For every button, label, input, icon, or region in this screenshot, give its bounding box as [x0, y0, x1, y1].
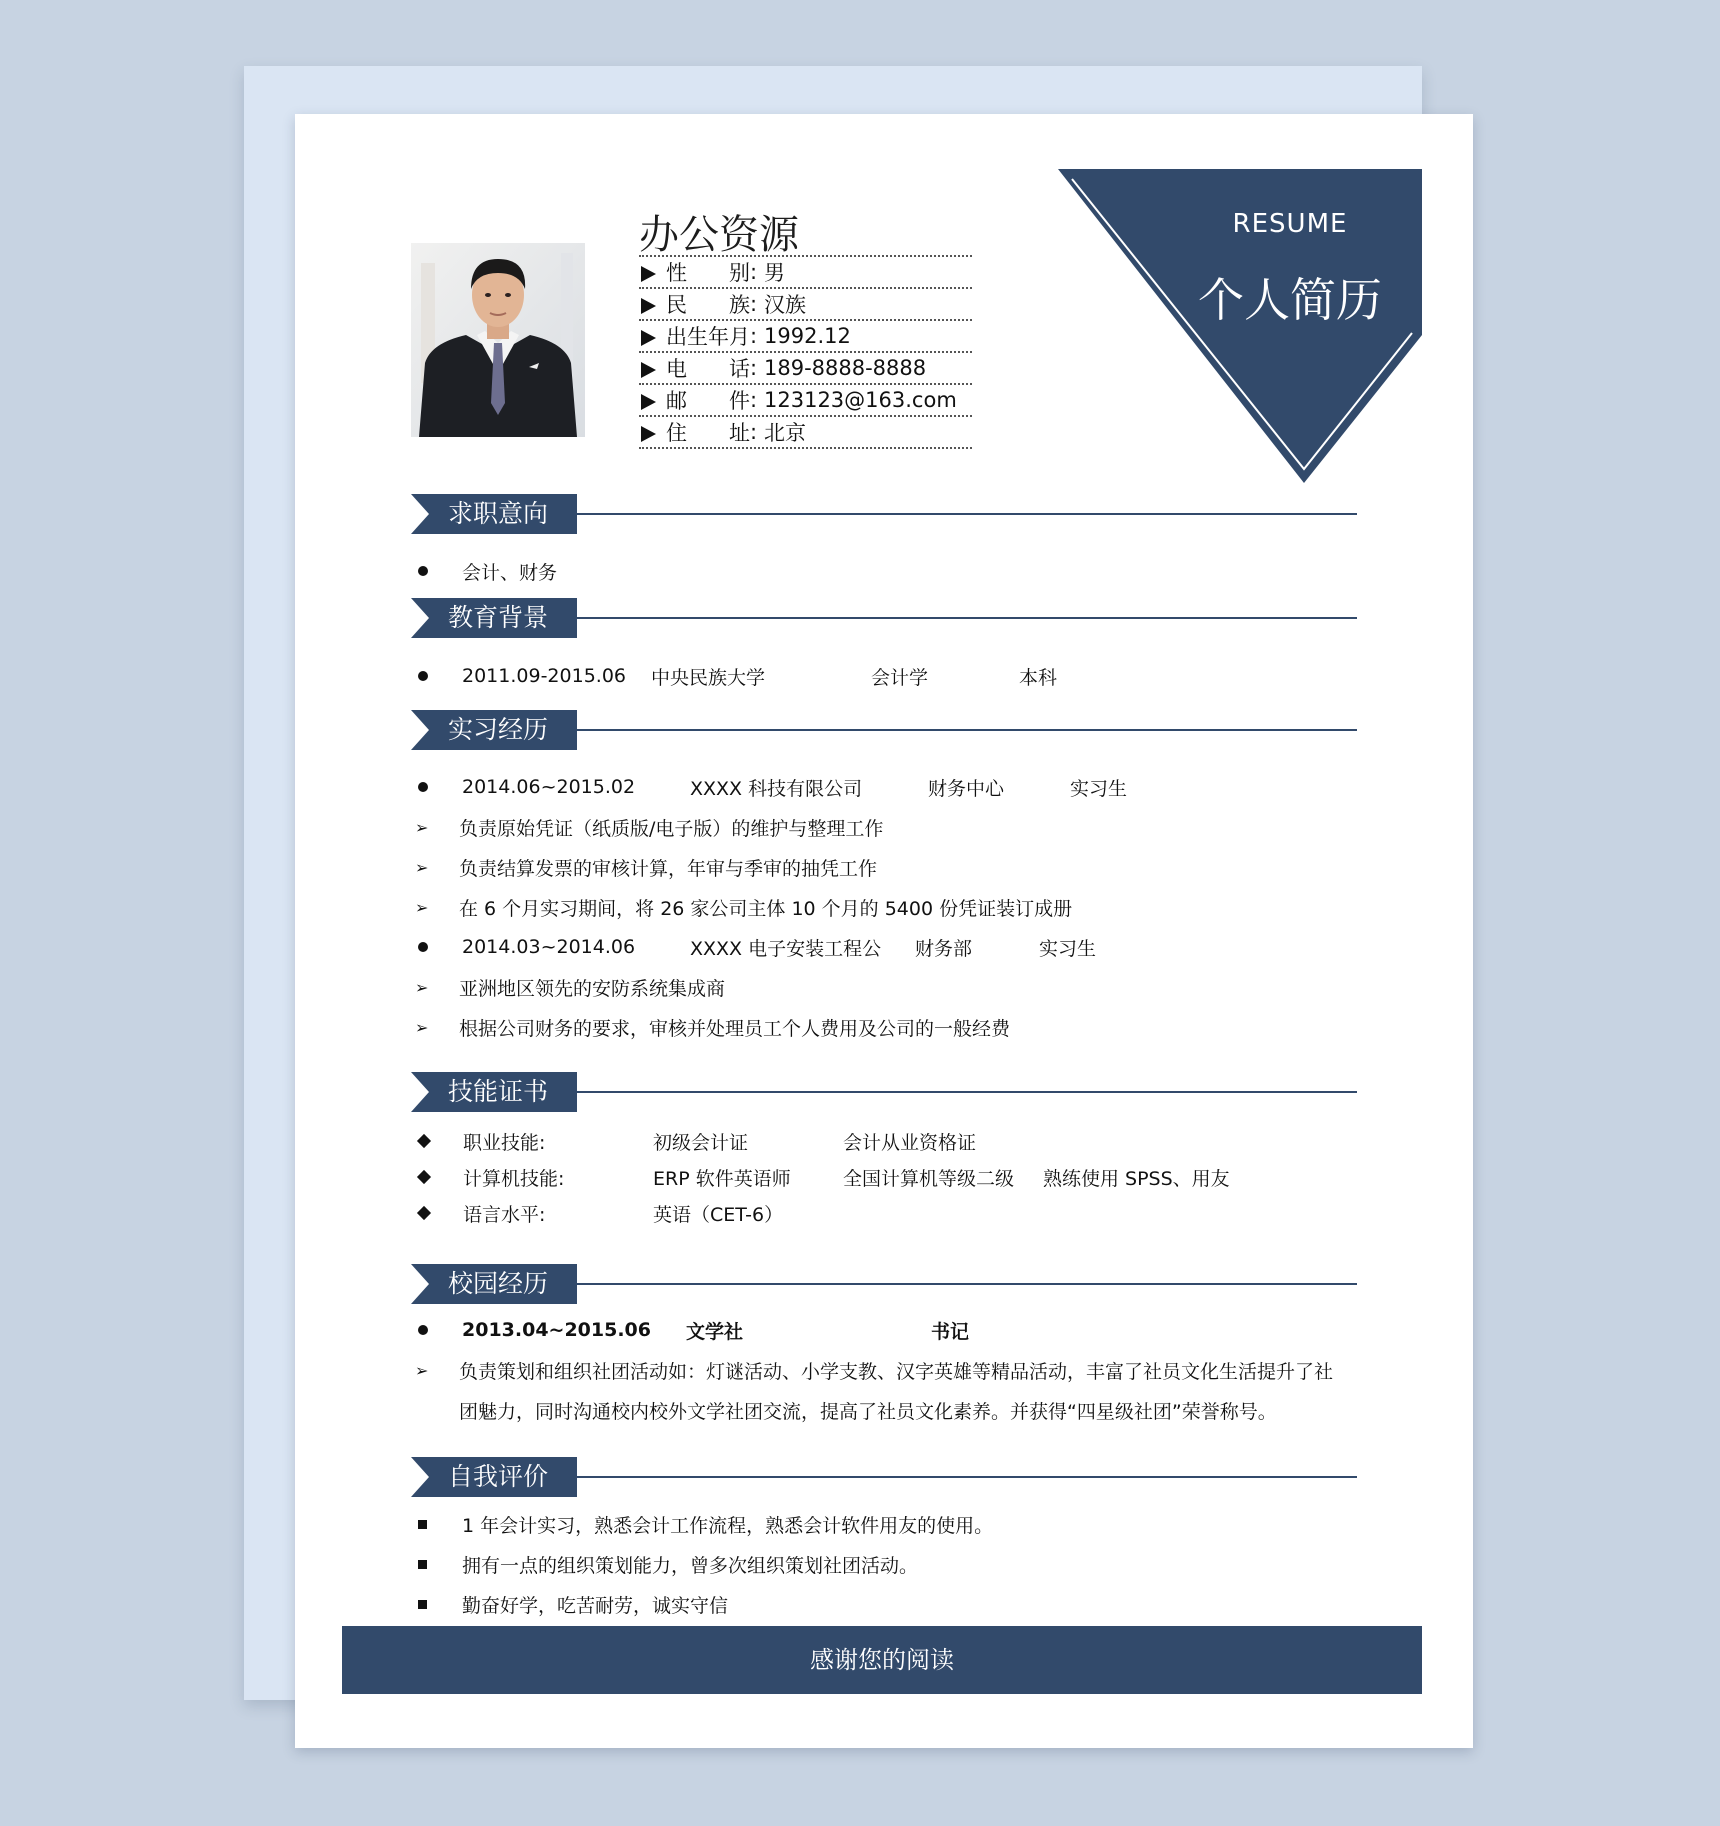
job-company: XXXX 电子安装工程公 [690, 937, 882, 960]
info-value-phone: 189-8888-8888 [764, 356, 927, 380]
skill-label: 计算机技能: [463, 1167, 565, 1190]
list-item [415, 556, 557, 586]
list-item [415, 932, 1096, 962]
list-item [415, 852, 877, 882]
campus-desc: 团魅力，同时沟通校内校外文学社团交流，提高了社员文化素养。并获得“四星级社团”荣誉称号。 [459, 1400, 1277, 1423]
diamond-bullet-icon [417, 1134, 431, 1148]
list-item [415, 972, 725, 1002]
duty-text: 负责原始凭证（纸质版/电子版）的维护与整理工作 [459, 817, 884, 840]
section-title: 自我评价 [447, 1462, 548, 1491]
list-item [415, 1315, 969, 1345]
dot-bullet-icon [418, 671, 428, 681]
list-item [415, 772, 1127, 802]
arrow-bullet-icon: ➢ [415, 977, 429, 997]
square-bullet-icon [418, 1600, 427, 1609]
section-title: 求职意向 [447, 499, 548, 528]
info-label: 民 [666, 293, 687, 317]
info-row-address: 住 址 : 北京 [639, 417, 972, 449]
section-header-campus [411, 1264, 1357, 1304]
square-bullet-icon [418, 1520, 427, 1529]
job-company: XXXX 科技有限公司 [690, 777, 863, 800]
triangle-bullet-icon [641, 362, 656, 378]
duty-text: 负责结算发票的审核计算，年审与季审的抽凭工作 [459, 857, 878, 880]
info-value-email: 123123@163.com [764, 388, 957, 412]
info-row-email: 邮 件 : 123123@163.com [639, 385, 972, 417]
duty-text: 亚洲地区领先的安防系统集成商 [459, 977, 726, 1000]
self-eval-text: 拥有一点的组织策划能力，曾多次组织策划社团活动。 [462, 1554, 919, 1577]
self-eval-text: 1 年会计实习，熟悉会计工作流程，熟悉会计软件用友的使用。 [462, 1514, 994, 1537]
job-role: 实习生 [1070, 777, 1128, 800]
skill-item: 熟练使用 SPSS、用友 [1043, 1167, 1230, 1190]
section-header-intent [411, 494, 1357, 534]
triangle-bullet-icon [641, 266, 656, 282]
campus-desc: 负责策划和组织社团活动如：灯谜活动、小学支教、汉字英雄等精品活动，丰富了社员文化生活提升了社 [459, 1360, 1334, 1383]
list-item [415, 1162, 1230, 1192]
info-label: 族 [729, 293, 750, 317]
list-item [415, 1509, 993, 1539]
resume-word: RESUME [1232, 209, 1348, 239]
list-item [415, 1589, 728, 1619]
triangle-bullet-icon [641, 298, 656, 314]
info-value-birth: 1992.12 [764, 324, 851, 348]
education-major: 会计学 [871, 666, 929, 689]
list-item [415, 1198, 783, 1228]
info-label: 电 [666, 357, 687, 381]
list-item [415, 1355, 1333, 1385]
section-header-internship [411, 710, 1357, 750]
section-title: 实习经历 [447, 715, 548, 744]
dot-bullet-icon [418, 566, 428, 576]
section-title: 技能证书 [447, 1077, 548, 1106]
triangle-bullet-icon [641, 330, 656, 346]
list-item [415, 1126, 976, 1156]
dot-bullet-icon [418, 942, 428, 952]
info-label: 址 [729, 421, 750, 445]
info-row-birth: 出生年月 : 1992.12 [639, 321, 972, 353]
info-row-gender: 性 别 : 男 [639, 257, 972, 289]
section-title: 校园经历 [447, 1269, 548, 1298]
list-item [415, 812, 883, 842]
profile-photo [411, 243, 585, 437]
list-item [415, 1012, 1010, 1042]
skill-item: ERP 软件英语师 [653, 1167, 791, 1190]
section-header-skills [411, 1072, 1357, 1112]
education-school: 中央民族大学 [651, 666, 766, 689]
dot-bullet-icon [418, 782, 428, 792]
skill-item: 英语（CET-6） [653, 1203, 784, 1226]
candidate-name: 办公资源 [639, 212, 799, 258]
info-row-ethnicity: 民 族 : 汉族 [639, 289, 972, 321]
duty-text: 根据公司财务的要求，审核并处理员工个人费用及公司的一般经费 [459, 1017, 1011, 1040]
info-value-gender: 男 [764, 261, 785, 285]
personal-info-list [639, 255, 972, 449]
intent-text: 会计、财务 [462, 561, 558, 584]
info-label: 住 [666, 421, 687, 445]
list-item [415, 1549, 918, 1579]
info-label: 话 [729, 357, 750, 381]
square-bullet-icon [418, 1560, 427, 1569]
arrow-bullet-icon: ➢ [415, 897, 429, 917]
skill-item: 初级会计证 [653, 1131, 749, 1154]
list-item [415, 892, 1072, 922]
info-value-ethnicity: 汉族 [764, 293, 806, 317]
job-dept: 财务部 [915, 937, 973, 960]
job-dept: 财务中心 [928, 777, 1005, 800]
arrow-bullet-icon: ➢ [415, 1017, 429, 1037]
skill-item: 全国计算机等级二级 [843, 1167, 1015, 1190]
footer-banner: 感谢您的阅读 [342, 1626, 1422, 1694]
section-header-self [411, 1457, 1357, 1497]
education-period: 2011.09-2015.06 [462, 665, 626, 687]
arrow-bullet-icon: ➢ [415, 1360, 429, 1380]
job-period: 2014.03~2014.06 [462, 936, 636, 958]
diamond-bullet-icon [417, 1170, 431, 1184]
campus-role: 书记 [931, 1320, 970, 1343]
job-role: 实习生 [1039, 937, 1097, 960]
arrow-bullet-icon: ➢ [415, 857, 429, 877]
campus-period: 2013.04~2015.06 [462, 1319, 651, 1341]
info-label: 别 [729, 261, 750, 285]
skill-label: 语言水平: [463, 1203, 546, 1226]
info-label: 件 [729, 389, 750, 413]
education-degree: 本科 [1019, 666, 1058, 689]
skill-label: 职业技能: [463, 1131, 546, 1154]
arrow-bullet-icon: ➢ [415, 817, 429, 837]
dot-bullet-icon [418, 1325, 428, 1335]
info-label: 出生年月 [666, 325, 750, 349]
campus-org: 文学社 [686, 1320, 744, 1343]
list-item-continued [459, 1395, 1277, 1425]
duty-text: 在 6 个月实习期间，将 26 家公司主体 10 个月的 5400 份凭证装订成册 [459, 897, 1073, 920]
info-label: 性 [666, 261, 687, 285]
list-item [415, 661, 1057, 691]
triangle-bullet-icon [641, 426, 656, 442]
info-label: 邮 [666, 389, 687, 413]
diamond-bullet-icon [417, 1206, 431, 1220]
resume-page [295, 114, 1473, 1748]
section-header-education [411, 598, 1357, 638]
info-row-phone: 电 话 : 189-8888-8888 [639, 353, 972, 385]
section-title: 教育背景 [447, 603, 548, 632]
job-period: 2014.06~2015.02 [462, 776, 636, 798]
triangle-bullet-icon [641, 394, 656, 410]
resume-title: 个人简历 [1198, 273, 1382, 327]
skill-item: 会计从业资格证 [843, 1131, 977, 1154]
self-eval-text: 勤奋好学，吃苦耐劳，诚实守信 [462, 1594, 729, 1617]
info-value-address: 北京 [764, 421, 806, 445]
